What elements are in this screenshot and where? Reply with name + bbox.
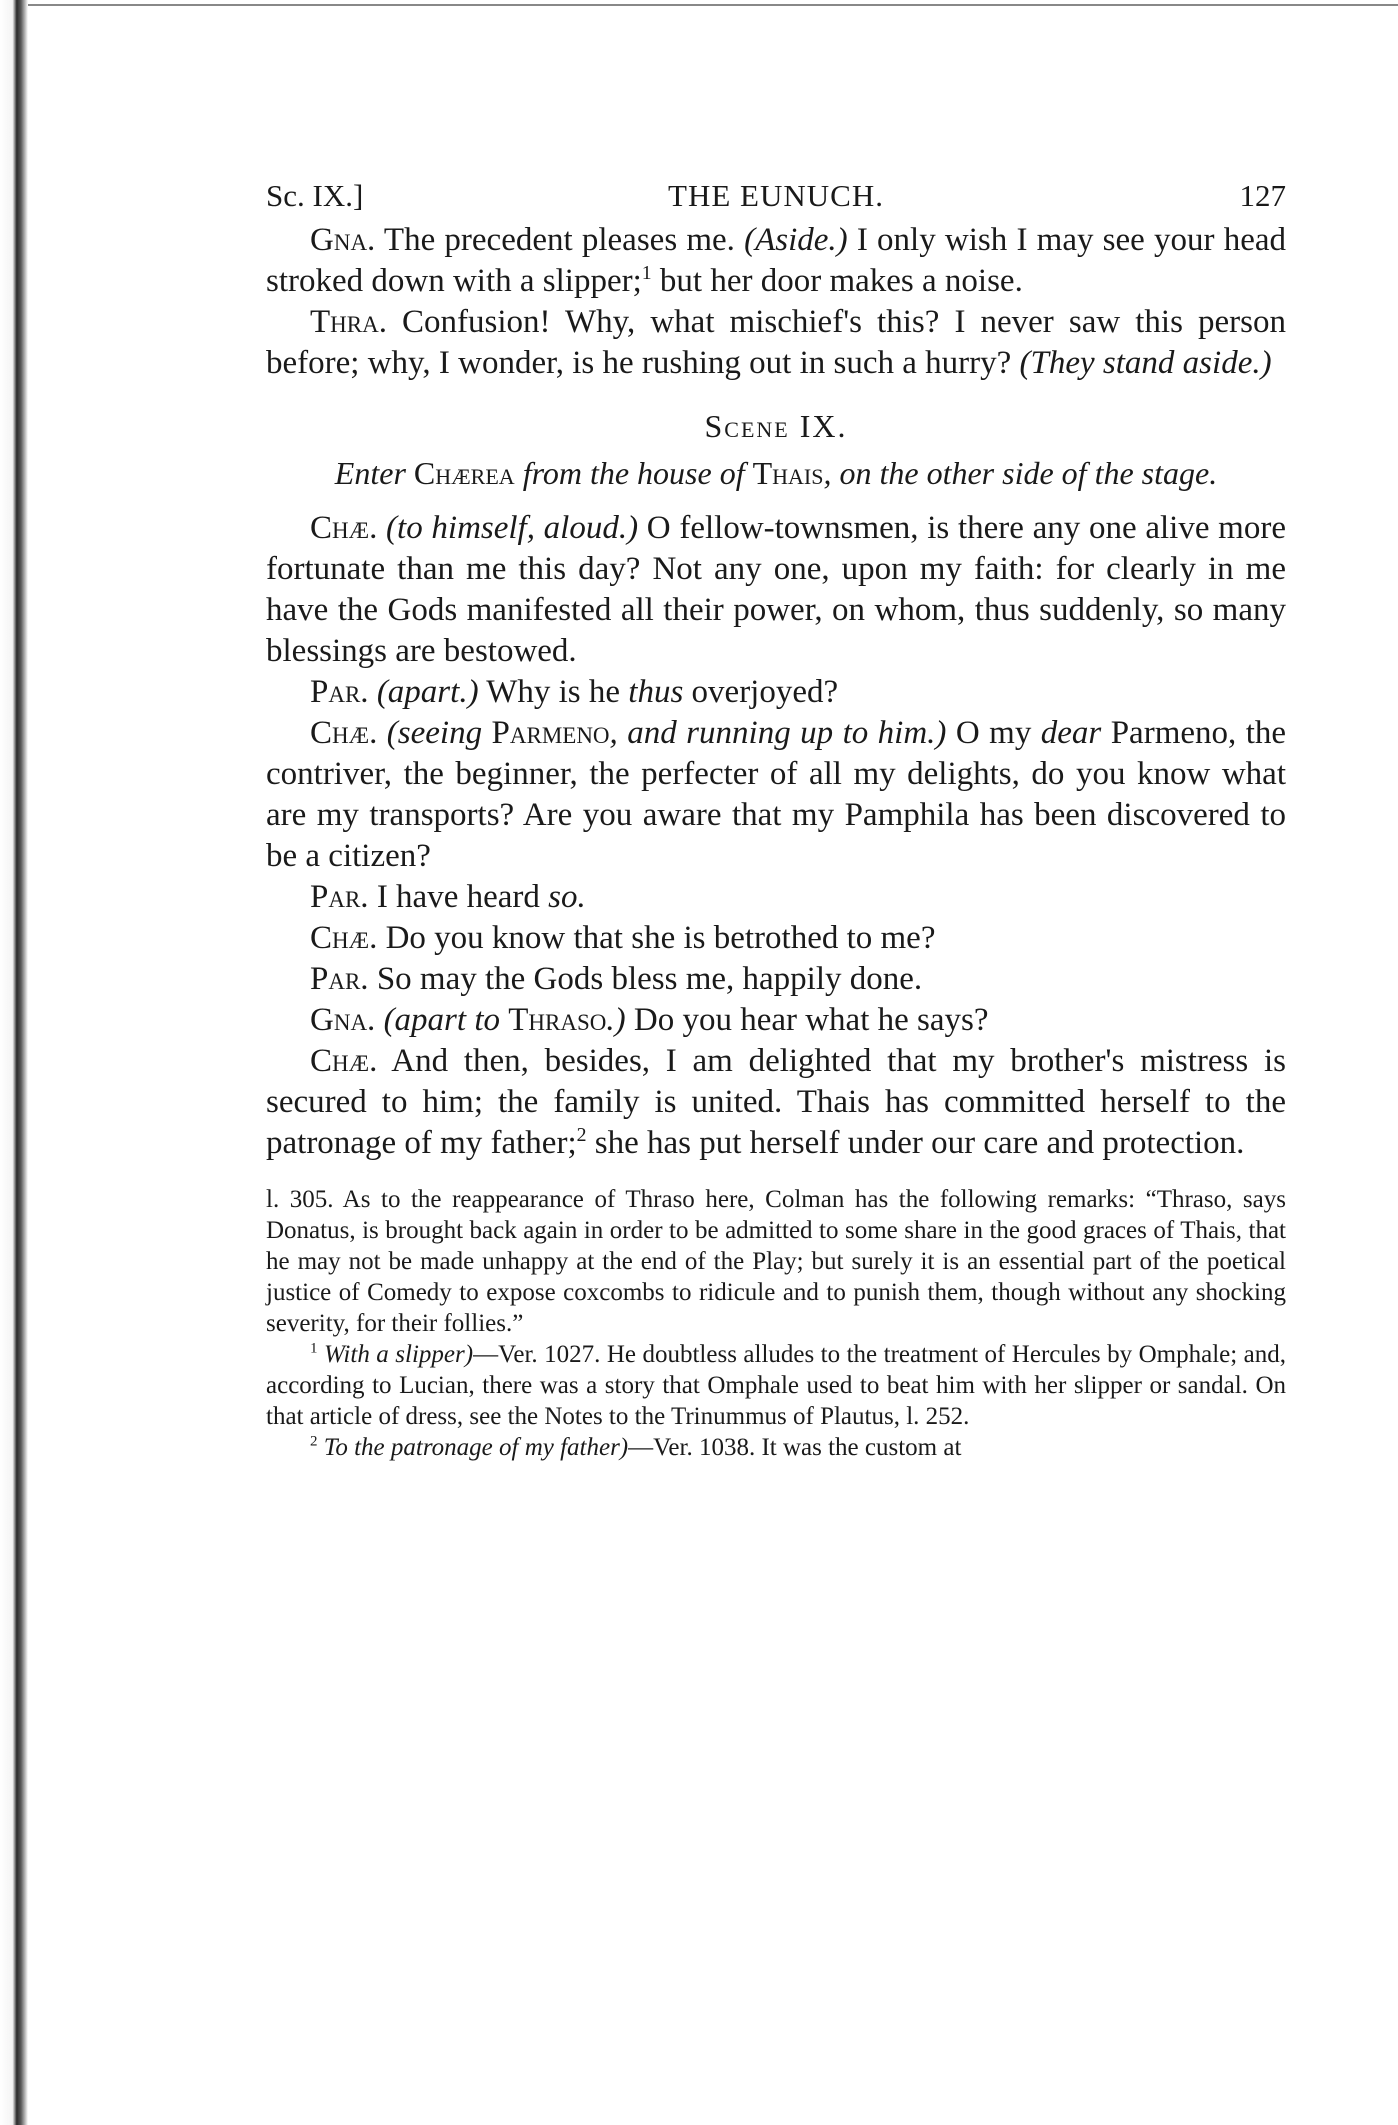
footnote-ref: 1: [641, 262, 652, 284]
speaker-label: Par.: [310, 961, 369, 997]
stage-direction: (They stand aside.): [1019, 345, 1272, 381]
speech-gnatho-1: Gna. The precedent pleases me. (Aside.) I only wish I may see your head stroked down with a slipper;$^1$ but her door makes a noise.: [266, 222, 1286, 299]
speech-parmeno-2: Par. I have heard so.: [310, 879, 586, 915]
speech-thraso-1: Thra. Confusion! Why, what mischief's this? I never saw this person before; why, I wonder, is he rushing out in such a hurry? (They stand aside.): [266, 304, 1286, 381]
speaker-label: Thra.: [310, 304, 387, 340]
page-number: 127: [1239, 178, 1286, 213]
speaker-label: Gna.: [310, 1002, 376, 1038]
stage-direction: (Aside.): [744, 222, 848, 258]
footnote-1: $^1$ With a slipper)—Ver. 1027. He doubtless alludes to the treatment of Hercules by Omphale; and, according to Lucian, there was a story that Omphale used to beat him with her slipper or sandal. On that article of dress, see the Notes to the Trinummus of Plautus, l. 252.: [266, 1340, 1287, 1430]
speaker-label: Chæ.: [310, 715, 378, 751]
footnote-lemma: To the patronage of my father): [323, 1434, 629, 1461]
speech-parmeno-3: Par. So may the Gods bless me, happily done.: [310, 961, 923, 997]
speaker-label: Par.: [310, 674, 369, 710]
footnote-line-note: l. 305. As to the reappearance of Thraso here, Colman has the following remarks: “Thraso, says Donatus, is brought back again in order to be admitted to some share in the good graces of Thais, that he may not be made unhappy at the end of the Play; but surely it is an essential part of the poetical justice of Comedy to expose coxcombs to ridicule and to punish them, though without any shocking severity, for their follies.”: [266, 1186, 1286, 1337]
footnote-mark: 1: [310, 1340, 318, 1357]
speech-chaerea-1: Chæ. (to himself, aloud.) O fellow-townsmen, is there any one alive more fortunate than me this day? Not any one, upon my faith: for clearly in me have the Gods manifested all their power, on whom, thus suddenly, so many blessings are bestowed.: [266, 510, 1286, 669]
footnotes: [266, 1184, 1286, 1463]
book-page: [266, 170, 1286, 1463]
speech-parmeno-1: Par. (apart.) Why is he thus overjoyed?: [310, 674, 839, 710]
speech-chaerea-2: Chæ. (seeing Parmeno, and running up to him.) O my dear Parmeno, the contriver, the beginner, the perfecter of all my delights, do you know what are my transports? Are you aware that my Pamphila has been discovered to be a citizen?: [266, 715, 1287, 874]
speaker-label: Chæ.: [310, 920, 378, 956]
footnote-mark: 2: [310, 1433, 318, 1450]
speech-gnatho-2: Gna. (apart to Thraso.) Do you hear what he says?: [310, 1002, 989, 1038]
scene-heading: Scene IX.: [704, 408, 848, 444]
speaker-label: Chæ.: [310, 510, 378, 546]
speaker-label: Chæ.: [310, 1043, 378, 1079]
page-top-edge: [0, 4, 1398, 6]
footnote-2: $^2$ To the patronage of my father)—Ver. 1038. It was the custom at: [310, 1433, 962, 1461]
stage-direction: (apart.): [368, 674, 479, 710]
scene-stage-direction: Enter Chærea from the house of Thais, on the other side of the stage.: [334, 455, 1218, 491]
stage-direction: (to himself, aloud.): [377, 510, 639, 546]
stage-direction: (seeing: [377, 715, 492, 751]
speaker-label: Gna.: [310, 222, 376, 258]
stage-direction: (apart to: [375, 1002, 509, 1038]
header-section: Sc. IX.]: [266, 178, 364, 213]
footnote-lemma: With a slipper): [323, 1341, 474, 1368]
speaker-label: Par.: [310, 879, 369, 915]
footnote-ref: 2: [576, 1124, 587, 1146]
speech-chaerea-4: Chæ. And then, besides, I am delighted that my brother's mistress is secured to him; the family is united. Thais has committed herself to the patronage of my father;$^2$ she has put herself under our care and protection.: [266, 1043, 1286, 1161]
book-spine-shadow: [0, 0, 28, 2125]
header-title: THE EUNUCH.: [668, 178, 884, 213]
running-header: [266, 170, 1286, 220]
speech-chaerea-3: Chæ. Do you know that she is betrothed to me?: [310, 920, 936, 956]
